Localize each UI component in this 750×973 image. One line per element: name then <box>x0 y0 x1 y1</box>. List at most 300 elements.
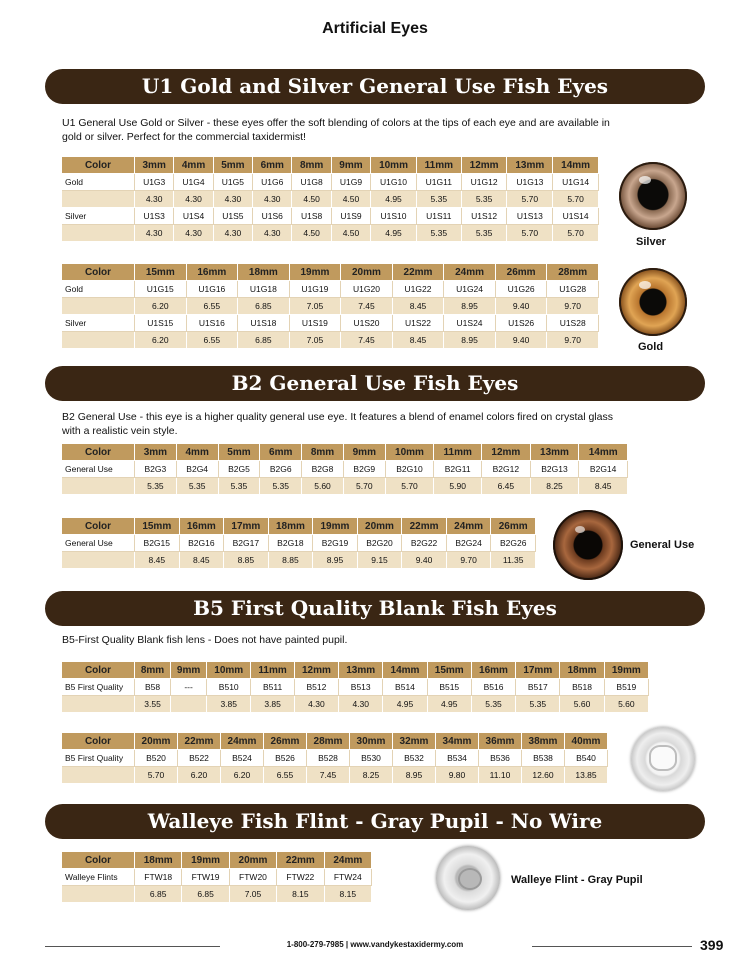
price-cell: 4.30 <box>213 225 252 242</box>
gold-eye-image <box>619 268 687 336</box>
item-code-cell: B2G10 <box>385 461 434 478</box>
price-cell: 7.05 <box>229 886 276 903</box>
item-code-cell: U1S8 <box>292 208 331 225</box>
item-code-cell: U1S16 <box>186 315 238 332</box>
price-cell: 5.70 <box>385 478 434 495</box>
size-column-header: 14mm <box>553 157 599 174</box>
item-code-cell: U1G5 <box>213 174 252 191</box>
price-cell: 9.70 <box>547 298 599 315</box>
item-code-cell: B522 <box>178 750 221 767</box>
price-cell: 8.45 <box>179 552 224 569</box>
size-column-header: 16mm <box>179 518 224 535</box>
price-cell: 6.55 <box>264 767 307 784</box>
item-code-row <box>62 281 599 298</box>
item-code-row <box>62 869 372 886</box>
price-cell: 5.70 <box>343 478 385 495</box>
price-cell: 6.55 <box>186 332 238 349</box>
item-code-cell: B524 <box>221 750 264 767</box>
price-cell: 4.30 <box>339 696 383 713</box>
color-column-header: Color <box>62 662 135 679</box>
item-code-cell: U1S4 <box>174 208 213 225</box>
item-code-cell: U1S24 <box>444 315 496 332</box>
price-cell: 6.45 <box>482 478 531 495</box>
u1-banner: U1 Gold and Silver General Use Fish Eyes <box>45 69 705 104</box>
price-cell: 4.95 <box>427 696 471 713</box>
price-row <box>62 332 599 349</box>
price-cell: 6.20 <box>221 767 264 784</box>
price-cell: 8.25 <box>350 767 393 784</box>
size-column-header: 26mm <box>495 264 547 281</box>
color-column-header: Color <box>62 518 135 535</box>
size-column-header: 14mm <box>579 444 628 461</box>
item-code-cell: U1G12 <box>461 174 507 191</box>
price-cell: 8.45 <box>392 332 444 349</box>
item-code-cell: U1S20 <box>341 315 393 332</box>
general-use-eye-image <box>553 510 623 580</box>
row-label: Walleye Flints <box>62 869 135 886</box>
price-cell: 8.85 <box>268 552 313 569</box>
size-column-header: 24mm <box>444 264 496 281</box>
item-code-cell: B2G9 <box>343 461 385 478</box>
item-code-cell: U1S22 <box>392 315 444 332</box>
price-cell: 8.25 <box>530 478 579 495</box>
size-column-header: 34mm <box>436 733 479 750</box>
size-column-header: 15mm <box>427 662 471 679</box>
price-cell: 9.70 <box>446 552 491 569</box>
price-cell: 5.35 <box>516 696 560 713</box>
price-row <box>62 552 536 569</box>
price-cell: 4.30 <box>174 191 213 208</box>
item-code-cell: U1S26 <box>495 315 547 332</box>
price-row <box>62 225 599 242</box>
price-cell: 5.70 <box>135 767 178 784</box>
size-column-header: 15mm <box>135 264 187 281</box>
size-column-header: 22mm <box>402 518 447 535</box>
item-code-cell: B513 <box>339 679 383 696</box>
size-column-header: 22mm <box>392 264 444 281</box>
price-cell: 8.15 <box>277 886 324 903</box>
price-cell: 5.35 <box>135 478 177 495</box>
size-column-header: 13mm <box>339 662 383 679</box>
size-column-header: 4mm <box>176 444 218 461</box>
item-code-row <box>62 535 536 552</box>
size-column-header: 22mm <box>277 852 324 869</box>
item-code-cell: B540 <box>565 750 608 767</box>
general-use-eye-caption: General Use <box>630 539 695 551</box>
item-code-cell: U1S3 <box>135 208 174 225</box>
size-column-header: 32mm <box>393 733 436 750</box>
item-code-cell: B520 <box>135 750 178 767</box>
item-code-row <box>62 461 628 478</box>
price-cell: 9.40 <box>495 298 547 315</box>
price-cell: 11.35 <box>491 552 536 569</box>
item-code-cell: B2G18 <box>268 535 313 552</box>
size-column-header: 24mm <box>324 852 371 869</box>
item-code-cell: U1S14 <box>553 208 599 225</box>
item-code-cell: U1S18 <box>238 315 290 332</box>
row-label <box>62 696 135 713</box>
item-code-cell: B519 <box>604 679 648 696</box>
price-cell: 5.35 <box>260 478 302 495</box>
row-label <box>62 332 135 349</box>
price-cell: 9.80 <box>436 767 479 784</box>
item-code-cell: U1S12 <box>461 208 507 225</box>
size-column-header: 17mm <box>516 662 560 679</box>
item-code-cell: B2G3 <box>135 461 177 478</box>
price-row <box>62 191 599 208</box>
item-code-cell: U1S28 <box>547 315 599 332</box>
price-cell: 5.90 <box>434 478 482 495</box>
row-label: B5 First Quality <box>62 750 135 767</box>
color-column-header: Color <box>62 733 135 750</box>
item-code-cell: U1S11 <box>416 208 461 225</box>
item-code-cell: B517 <box>516 679 560 696</box>
b2-banner: B2 General Use Fish Eyes <box>45 366 705 401</box>
item-code-cell: B511 <box>251 679 294 696</box>
price-cell: 5.35 <box>416 191 461 208</box>
price-cell: 4.50 <box>292 191 331 208</box>
price-cell: 3.85 <box>251 696 294 713</box>
item-code-cell: U1G28 <box>547 281 599 298</box>
size-column-header: 10mm <box>207 662 251 679</box>
item-code-cell: U1G10 <box>371 174 417 191</box>
size-column-header: 5mm <box>213 157 252 174</box>
price-row <box>62 696 649 713</box>
size-column-header: 8mm <box>135 662 171 679</box>
price-cell: 9.40 <box>495 332 547 349</box>
price-cell: 4.95 <box>371 191 417 208</box>
item-code-cell: U1S9 <box>331 208 370 225</box>
row-label: General Use <box>62 461 135 478</box>
item-code-cell: U1G18 <box>238 281 290 298</box>
b5-banner: B5 First Quality Blank Fish Eyes <box>45 591 705 626</box>
item-code-cell: B518 <box>560 679 604 696</box>
price-cell: 4.30 <box>294 696 338 713</box>
price-cell: 5.60 <box>560 696 604 713</box>
item-code-cell: FTW18 <box>135 869 182 886</box>
price-cell: 5.70 <box>553 225 599 242</box>
price-cell: 5.35 <box>218 478 260 495</box>
row-label <box>62 767 135 784</box>
item-code-cell: U1S15 <box>135 315 187 332</box>
price-cell: 8.95 <box>313 552 358 569</box>
price-cell: 7.45 <box>307 767 350 784</box>
item-code-cell: B2G11 <box>434 461 482 478</box>
table-header-row <box>62 518 536 535</box>
size-column-header: 22mm <box>178 733 221 750</box>
size-column-header: 9mm <box>331 157 370 174</box>
price-row <box>62 478 628 495</box>
size-column-header: 6mm <box>253 157 292 174</box>
b2-size-table-1 <box>62 444 628 495</box>
size-column-header: 26mm <box>264 733 307 750</box>
item-code-cell: B515 <box>427 679 471 696</box>
price-cell: 13.85 <box>565 767 608 784</box>
price-cell <box>171 696 207 713</box>
price-cell: 4.50 <box>331 225 370 242</box>
price-cell: 6.20 <box>178 767 221 784</box>
price-cell: 4.50 <box>331 191 370 208</box>
item-code-row <box>62 750 608 767</box>
price-cell: 8.95 <box>444 298 496 315</box>
row-label: B5 First Quality <box>62 679 135 696</box>
size-column-header: 13mm <box>507 157 553 174</box>
item-code-cell: B2G24 <box>446 535 491 552</box>
item-code-cell: B514 <box>383 679 427 696</box>
item-code-cell: U1G15 <box>135 281 187 298</box>
item-code-cell: FTW22 <box>277 869 324 886</box>
item-code-cell: U1G3 <box>135 174 174 191</box>
price-cell: 11.10 <box>479 767 522 784</box>
price-cell: 3.85 <box>207 696 251 713</box>
page-number: 399 <box>700 937 724 953</box>
price-cell: 5.35 <box>471 696 515 713</box>
price-cell: 5.60 <box>302 478 344 495</box>
size-column-header: 18mm <box>135 852 182 869</box>
item-code-cell: B530 <box>350 750 393 767</box>
item-code-cell: B510 <box>207 679 251 696</box>
item-code-cell: U1S6 <box>253 208 292 225</box>
size-column-header: 26mm <box>491 518 536 535</box>
silver-eye-caption: Silver <box>636 236 666 248</box>
price-cell: 5.70 <box>507 225 553 242</box>
item-code-cell: B2G8 <box>302 461 344 478</box>
size-column-header: 16mm <box>186 264 238 281</box>
item-code-cell: U1G24 <box>444 281 496 298</box>
size-column-header: 9mm <box>343 444 385 461</box>
price-cell: 6.55 <box>186 298 238 315</box>
size-column-header: 40mm <box>565 733 608 750</box>
color-column-header: Color <box>62 444 135 461</box>
item-code-cell: B2G15 <box>135 535 180 552</box>
price-cell: 4.30 <box>174 225 213 242</box>
table-header-row <box>62 733 608 750</box>
item-code-cell: B2G13 <box>530 461 579 478</box>
row-label <box>62 191 135 208</box>
silver-eye-image <box>619 162 687 230</box>
size-column-header: 12mm <box>294 662 338 679</box>
b5-description: B5-First Quality Blank fish lens - Does not have painted pupil. <box>62 634 348 646</box>
item-code-cell: B2G20 <box>357 535 402 552</box>
u1-description: U1 General Use Gold or Silver - these eyes offer the soft blending of colors at the tips of each eye and are available in gold or silver. Perfect for the commercial taxidermist! <box>62 117 610 143</box>
item-code-cell: FTW20 <box>229 869 276 886</box>
size-column-header: 19mm <box>289 264 341 281</box>
price-cell: 8.45 <box>135 552 180 569</box>
price-cell: 4.95 <box>383 696 427 713</box>
size-column-header: 13mm <box>530 444 579 461</box>
price-cell: 8.85 <box>224 552 269 569</box>
row-label <box>62 298 135 315</box>
size-column-header: 4mm <box>174 157 213 174</box>
price-cell: 7.45 <box>341 332 393 349</box>
item-code-cell: U1G22 <box>392 281 444 298</box>
item-code-cell: B2G6 <box>260 461 302 478</box>
item-code-cell: B2G22 <box>402 535 447 552</box>
size-column-header: 18mm <box>560 662 604 679</box>
size-column-header: 20mm <box>135 733 178 750</box>
row-label: Silver <box>62 208 135 225</box>
price-cell: 4.30 <box>253 191 292 208</box>
row-label: Gold <box>62 174 135 191</box>
gold-eye-caption: Gold <box>638 341 664 353</box>
price-cell: 7.45 <box>341 298 393 315</box>
item-code-cell: U1G6 <box>253 174 292 191</box>
item-code-cell: U1G9 <box>331 174 370 191</box>
price-cell: 6.85 <box>238 332 290 349</box>
price-cell: 6.85 <box>135 886 182 903</box>
item-code-cell: --- <box>171 679 207 696</box>
item-code-cell: U1S5 <box>213 208 252 225</box>
price-row <box>62 767 608 784</box>
item-code-cell: B2G16 <box>179 535 224 552</box>
size-column-header: 9mm <box>171 662 207 679</box>
item-code-cell: FTW24 <box>324 869 371 886</box>
color-column-header: Color <box>62 852 135 869</box>
table-header-row <box>62 157 599 174</box>
size-column-header: 3mm <box>135 444 177 461</box>
walleye-flint-image <box>436 846 500 910</box>
price-cell: 12.60 <box>522 767 565 784</box>
item-code-cell: B58 <box>135 679 171 696</box>
price-cell: 8.15 <box>324 886 371 903</box>
item-code-cell: U1S13 <box>507 208 553 225</box>
b2-size-table-2 <box>62 518 536 569</box>
price-row <box>62 298 599 315</box>
size-column-header: 19mm <box>182 852 229 869</box>
size-column-header: 16mm <box>471 662 515 679</box>
item-code-cell: U1G16 <box>186 281 238 298</box>
page-title: Artificial Eyes <box>322 20 428 37</box>
price-cell: 5.70 <box>553 191 599 208</box>
b5-size-table-1 <box>62 662 649 713</box>
u1-size-table-2 <box>62 264 599 349</box>
color-column-header: Color <box>62 157 135 174</box>
price-cell: 4.30 <box>213 191 252 208</box>
item-code-cell: B2G26 <box>491 535 536 552</box>
price-cell: 8.45 <box>579 478 628 495</box>
item-code-row <box>62 679 649 696</box>
item-code-cell: B534 <box>436 750 479 767</box>
row-label <box>62 225 135 242</box>
color-column-header: Color <box>62 264 135 281</box>
price-cell: 5.60 <box>604 696 648 713</box>
size-column-header: 11mm <box>251 662 294 679</box>
row-label: Gold <box>62 281 135 298</box>
item-code-cell: B516 <box>471 679 515 696</box>
item-code-cell: B532 <box>393 750 436 767</box>
price-cell: 3.55 <box>135 696 171 713</box>
item-code-cell: U1G4 <box>174 174 213 191</box>
price-cell: 9.40 <box>402 552 447 569</box>
price-cell: 8.95 <box>444 332 496 349</box>
size-column-header: 20mm <box>229 852 276 869</box>
item-code-cell: B2G4 <box>176 461 218 478</box>
size-column-header: 36mm <box>479 733 522 750</box>
b2-description: B2 General Use - this eye is a higher quality general use eye. It features a blend of enamel colors fired on crystal glass with a realistic vein style. <box>62 411 613 437</box>
size-column-header: 10mm <box>385 444 434 461</box>
item-code-cell: U1G14 <box>553 174 599 191</box>
size-column-header: 20mm <box>341 264 393 281</box>
size-column-header: 24mm <box>221 733 264 750</box>
price-cell: 9.15 <box>357 552 402 569</box>
item-code-cell: B512 <box>294 679 338 696</box>
walleye-banner: Walleye Fish Flint - Gray Pupil - No Wire <box>45 804 705 839</box>
item-code-cell: U1G26 <box>495 281 547 298</box>
size-column-header: 11mm <box>416 157 461 174</box>
item-code-cell: B538 <box>522 750 565 767</box>
u1-size-table-1 <box>62 157 599 242</box>
footer-contact: 1-800-279-7985 | www.vandykestaxidermy.com <box>286 940 464 949</box>
price-cell: 4.30 <box>253 225 292 242</box>
item-code-row <box>62 208 599 225</box>
item-code-cell: U1S10 <box>371 208 417 225</box>
size-column-header: 8mm <box>302 444 344 461</box>
size-column-header: 28mm <box>547 264 599 281</box>
price-cell: 7.05 <box>289 332 341 349</box>
item-code-cell: U1G13 <box>507 174 553 191</box>
size-column-header: 15mm <box>135 518 180 535</box>
item-code-cell: B2G12 <box>482 461 531 478</box>
size-column-header: 18mm <box>268 518 313 535</box>
walleye-flint-caption: Walleye Flint - Gray Pupil <box>511 874 643 886</box>
item-code-cell: U1G19 <box>289 281 341 298</box>
table-header-row <box>62 662 649 679</box>
price-cell: 5.35 <box>461 191 507 208</box>
price-cell: 4.95 <box>371 225 417 242</box>
size-column-header: 19mm <box>604 662 648 679</box>
price-cell: 5.35 <box>176 478 218 495</box>
size-column-header: 14mm <box>383 662 427 679</box>
size-column-header: 5mm <box>218 444 260 461</box>
size-column-header: 28mm <box>307 733 350 750</box>
price-cell: 6.85 <box>238 298 290 315</box>
item-code-cell: U1G11 <box>416 174 461 191</box>
item-code-cell: B2G17 <box>224 535 269 552</box>
price-cell: 7.05 <box>289 298 341 315</box>
item-code-cell: U1G8 <box>292 174 331 191</box>
size-column-header: 8mm <box>292 157 331 174</box>
item-code-cell: B2G14 <box>579 461 628 478</box>
item-code-cell: B536 <box>479 750 522 767</box>
size-column-header: 12mm <box>482 444 531 461</box>
size-column-header: 24mm <box>446 518 491 535</box>
price-cell: 5.70 <box>507 191 553 208</box>
blank-lens-image <box>631 727 695 791</box>
size-column-header: 30mm <box>350 733 393 750</box>
row-label: General Use <box>62 535 135 552</box>
row-label <box>62 552 135 569</box>
item-code-cell: B528 <box>307 750 350 767</box>
item-code-row <box>62 315 599 332</box>
size-column-header: 18mm <box>238 264 290 281</box>
size-column-header: 10mm <box>371 157 417 174</box>
price-cell: 5.35 <box>416 225 461 242</box>
b5-size-table-2 <box>62 733 608 784</box>
size-column-header: 12mm <box>461 157 507 174</box>
item-code-row <box>62 174 599 191</box>
size-column-header: 11mm <box>434 444 482 461</box>
price-cell: 6.85 <box>182 886 229 903</box>
size-column-header: 19mm <box>313 518 358 535</box>
size-column-header: 20mm <box>357 518 402 535</box>
price-cell: 4.50 <box>292 225 331 242</box>
price-cell: 9.70 <box>547 332 599 349</box>
footer-divider-right <box>532 946 692 947</box>
item-code-cell: U1G20 <box>341 281 393 298</box>
item-code-cell: B2G5 <box>218 461 260 478</box>
price-cell: 6.20 <box>135 298 187 315</box>
size-column-header: 3mm <box>135 157 174 174</box>
